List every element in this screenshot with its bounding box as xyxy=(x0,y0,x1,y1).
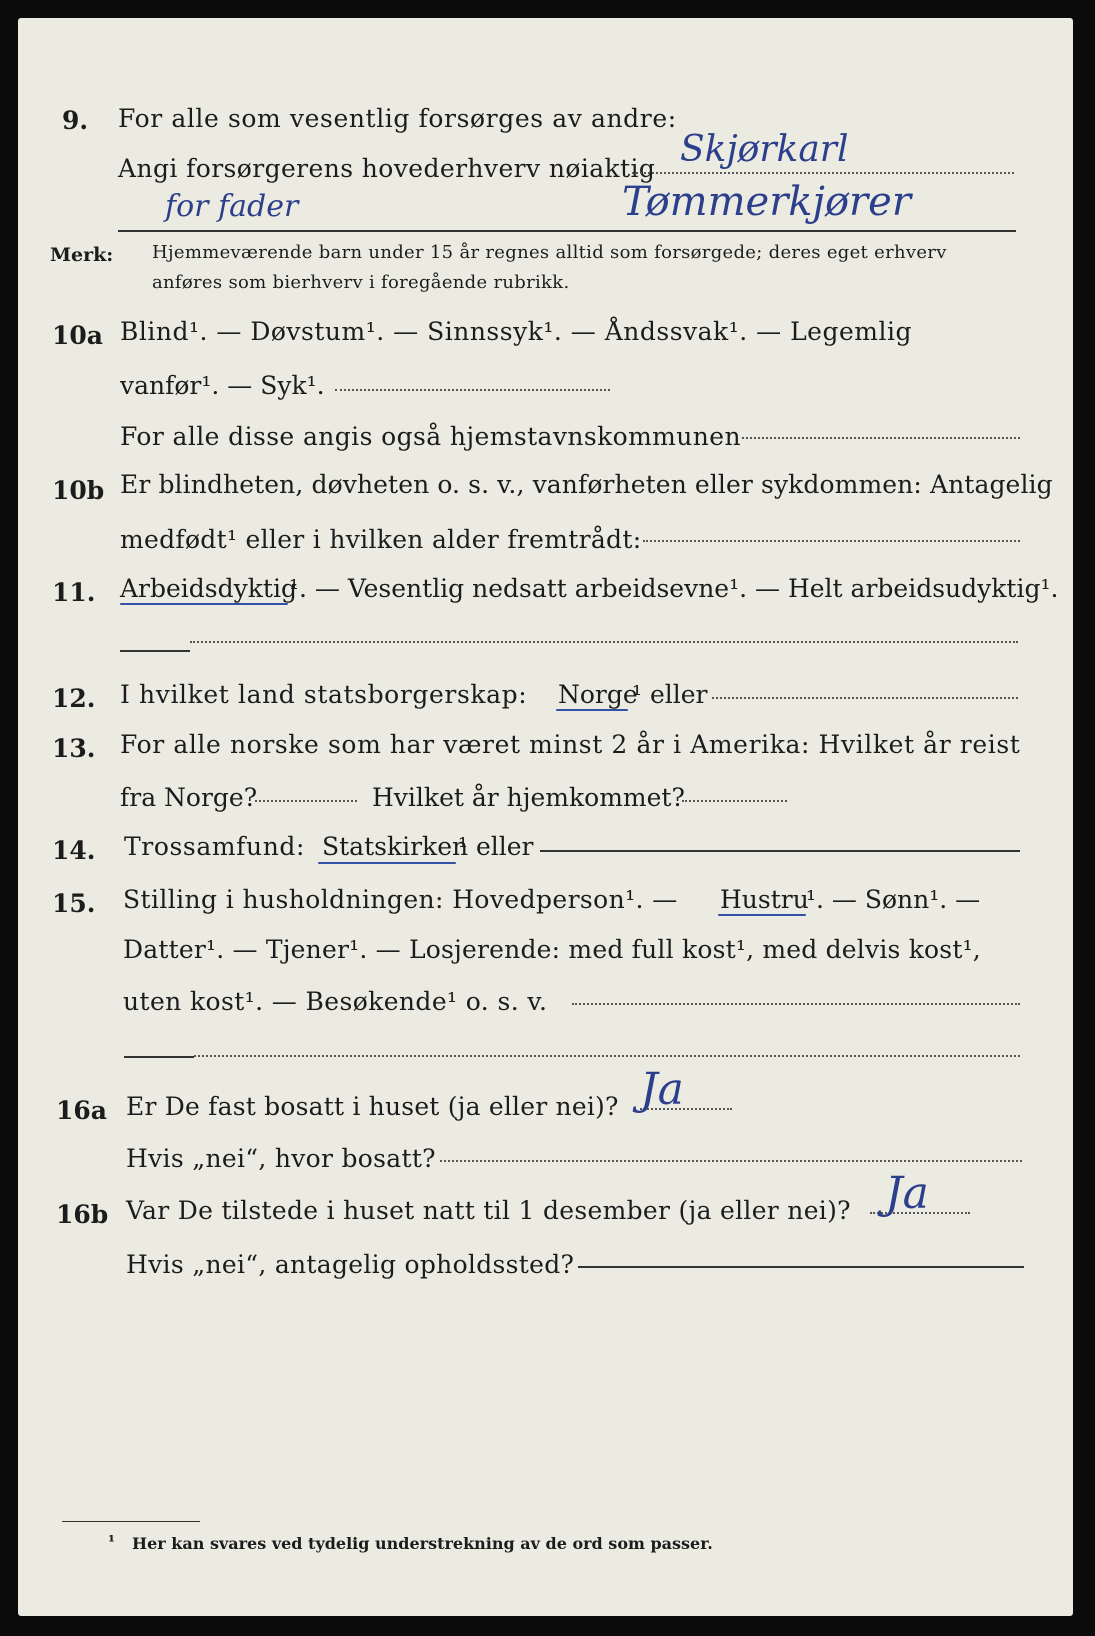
q15-underline-mark xyxy=(718,914,806,916)
q13-line2b: Hvilket år hjemkommet? xyxy=(372,783,685,812)
q9-handwriting-1: Skjørkarl xyxy=(680,129,849,170)
q15-line1b: ¹. — Sønn¹. — xyxy=(806,885,981,914)
q13-answer-hjemkommet xyxy=(682,800,787,802)
q16a-line2: Hvis „nei“, hvor bosatt? xyxy=(126,1144,436,1173)
q11-answer-line xyxy=(120,650,190,652)
footnote-text: Her kan svares ved tydelig understrekning av de ord som passer. xyxy=(132,1534,713,1553)
q15-answer-line xyxy=(572,1003,1020,1005)
q15-line2: Datter¹. — Tjener¹. — Losjerende: med full kost¹, med delvis kost¹, xyxy=(123,935,981,964)
q9-number: 9. xyxy=(62,106,89,135)
q11-underline-mark xyxy=(120,603,288,605)
q11-number: 11. xyxy=(52,578,96,607)
q16b-number: 16b xyxy=(56,1200,109,1229)
q15-line1a: Stilling i husholdningen: Hovedperson¹. — xyxy=(123,885,678,914)
q14-option-statskirken: Statskirken xyxy=(322,832,469,861)
q16b-answer-line xyxy=(578,1266,1024,1268)
q10b-line1: Er blindheten, døvheten o. s. v., vanførheten eller sykdommen: Antagelig xyxy=(120,470,1053,499)
q14-answer-line xyxy=(540,850,1020,852)
q9-line1: For alle som vesentlig forsørges av andre: xyxy=(118,104,677,133)
q9-answer-line xyxy=(632,172,1014,174)
q10a-line3: For alle disse angis også hjemstavnskommunen xyxy=(120,422,741,451)
q16b-handwriting: Ja xyxy=(885,1168,929,1219)
q14-number: 14. xyxy=(52,836,96,865)
q16a-line1: Er De fast bosatt i huset (ja eller nei)? xyxy=(126,1092,619,1121)
q13-number: 13. xyxy=(52,734,96,763)
merk-label: Merk: xyxy=(50,244,114,266)
q15-option-hustru: Hustru xyxy=(720,885,809,914)
q12-option-norge: Norge xyxy=(558,680,638,709)
q15-answer-dotted xyxy=(194,1055,1020,1057)
q9-line2: Angi forsørgerens hovederhverv nøiaktig xyxy=(118,154,656,183)
q16b-line2: Hvis „nei“, antagelig opholdssted? xyxy=(126,1250,575,1279)
q10a-line1: Blind¹. — Døvstum¹. — Sinnssyk¹. — Åndssvak¹. — Legemlig xyxy=(120,317,912,346)
merk-line2: anføres som bierhverv i foregående rubrikk. xyxy=(152,272,570,293)
q16b-line1: Var De tilstede i huset natt til 1 desember (ja eller nei)? xyxy=(126,1196,851,1225)
q10b-answer-line xyxy=(643,540,1020,542)
q12-underline-mark xyxy=(556,709,628,711)
q16a-handwriting: Ja xyxy=(640,1064,684,1115)
q10a-answer-line-2 xyxy=(742,437,1020,439)
q11-answer-dotted xyxy=(190,641,1018,643)
q14-suffix: ¹ eller xyxy=(458,832,534,861)
q9-handwriting-2: for fader xyxy=(165,189,299,224)
q13-line1: For alle norske som har været minst 2 år i Amerika: Hvilket år reist xyxy=(120,730,1021,759)
q12-answer-line xyxy=(712,697,1018,699)
q11-rest: ¹. — Vesentlig nedsatt arbeidsevne¹. — Helt arbeidsudyktig¹. xyxy=(289,574,1059,603)
q10a-answer-line xyxy=(335,389,610,391)
q16a-answer-line-2 xyxy=(440,1160,1022,1162)
q10a-number: 10a xyxy=(52,321,103,350)
q16a-number: 16a xyxy=(56,1096,107,1125)
q15-line3: uten kost¹. — Besøkende¹ o. s. v. xyxy=(123,987,548,1016)
footnote-mark: ¹ xyxy=(108,1532,116,1551)
q10b-number: 10b xyxy=(52,476,105,505)
q10b-line2: medfødt¹ eller i hvilken alder fremtrådt: xyxy=(120,525,642,554)
q14-prefix: Trossamfund: xyxy=(124,832,306,861)
q12-prefix: I hvilket land statsborgerskap: xyxy=(120,680,528,709)
q13-line2a: fra Norge? xyxy=(120,783,258,812)
q9-answer-line-2 xyxy=(118,230,1016,232)
footnote-rule xyxy=(62,1521,200,1522)
q15-number: 15. xyxy=(52,889,96,918)
q9-handwriting-3: Tømmerkjører xyxy=(622,179,911,225)
q10a-line2: vanfør¹. — Syk¹. xyxy=(120,371,325,400)
merk-line1: Hjemmeværende barn under 15 år regnes alltid som forsørgede; deres eget erhverv xyxy=(152,242,947,263)
q12-suffix: ¹ eller xyxy=(632,680,708,709)
q15-answer-line-2 xyxy=(124,1056,194,1058)
q11-option-arbeidsdyktig: Arbeidsdyktig xyxy=(120,574,297,603)
q12-number: 12. xyxy=(52,684,96,713)
q14-underline-mark xyxy=(318,862,456,864)
q13-answer-reist xyxy=(255,800,357,802)
